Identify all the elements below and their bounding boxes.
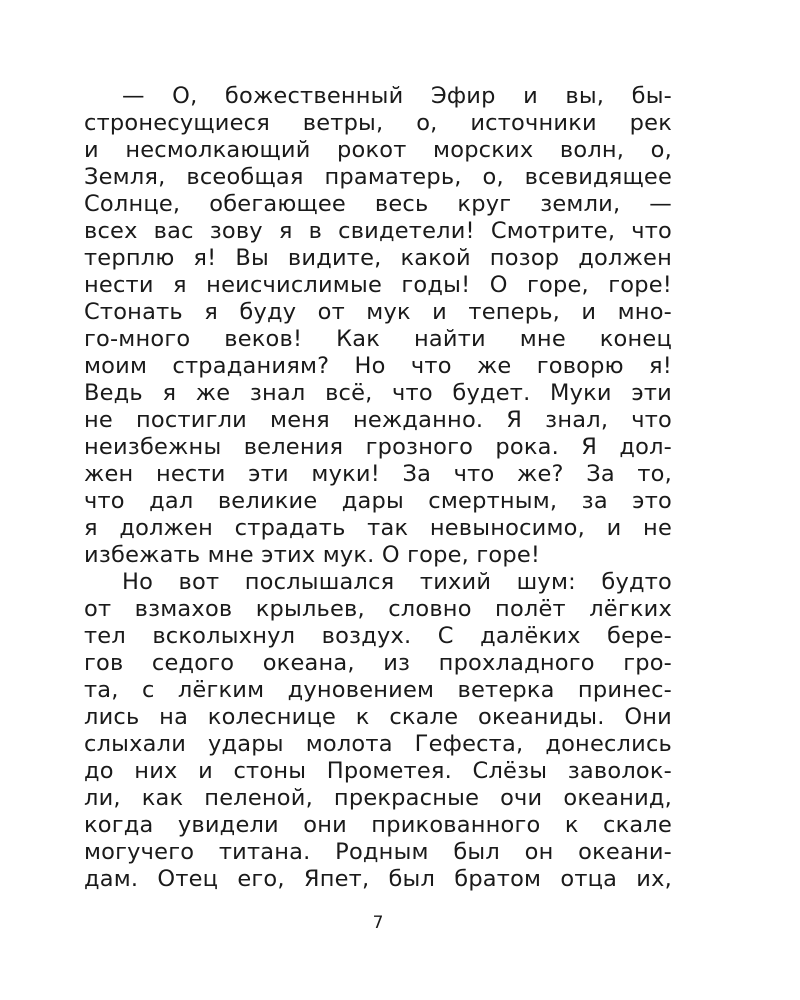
text-line: от взмахов крыльев, словно полёт лёгких — [84, 596, 672, 622]
text-line: могучего титана. Родным был он океани- — [84, 839, 672, 865]
text-line: стронесущиеся ветры, о, источники рек — [84, 110, 672, 136]
text-line: Но вот послышался тихий шум: будто — [122, 569, 672, 595]
text-line: гов седого океана, из прохладного гро- — [84, 650, 672, 676]
text-line: Земля, всеобщая праматерь, о, всевидящее — [84, 164, 672, 190]
text-line: Солнце, обегающее весь круг земли, — — [84, 191, 672, 217]
text-line: слыхали удары молота Гефеста, донеслись — [84, 731, 672, 757]
text-line: не постигли меня нежданно. Я знал, что — [84, 407, 672, 433]
body-text — [84, 83, 672, 893]
text-line: лись на колеснице к скале океаниды. Они — [84, 704, 672, 730]
text-line: избежать мне этих мук. О горе, горе! — [84, 542, 541, 568]
text-line: всех вас зову я в свидетели! Смотрите, что — [84, 218, 672, 244]
page-number: 7 — [372, 913, 384, 933]
text-line: — О, божественный Эфир и вы, бы- — [122, 83, 672, 109]
text-line: дам. Отец его, Япет, был братом отца их, — [84, 866, 672, 892]
text-line: Ведь я же знал всё, что будет. Муки эти — [84, 380, 672, 406]
text-line: ли, как пеленой, прекрасные очи океанид, — [84, 785, 672, 811]
text-line: и несмолкающий рокот морских волн, о, — [84, 137, 672, 163]
text-line: Стонать я буду от мук и теперь, и мно- — [84, 299, 672, 325]
text-line: моим страданиям? Но что же говорю я! — [84, 353, 672, 379]
text-line: до них и стоны Прометея. Слёзы заволок- — [84, 758, 672, 784]
text-line: го-много веков! Как найти мне конец — [84, 326, 672, 352]
text-line: тел всколыхнул воздух. С далёких бере- — [84, 623, 672, 649]
text-line: я должен страдать так невыносимо, и не — [84, 515, 672, 541]
text-line: когда увидели они прикованного к скале — [84, 812, 672, 838]
text-line: терплю я! Вы видите, какой позор должен — [84, 245, 672, 271]
text-line: неизбежны веления грозного рока. Я дол- — [84, 434, 672, 460]
text-line: та, с лёгким дуновением ветерка принес- — [84, 677, 672, 703]
text-line: что дал великие дары смертным, за это — [84, 488, 672, 514]
text-line: нести я неисчислимые годы! О горе, горе! — [84, 272, 672, 298]
text-line: жен нести эти муки! За что же? За то, — [84, 461, 672, 487]
